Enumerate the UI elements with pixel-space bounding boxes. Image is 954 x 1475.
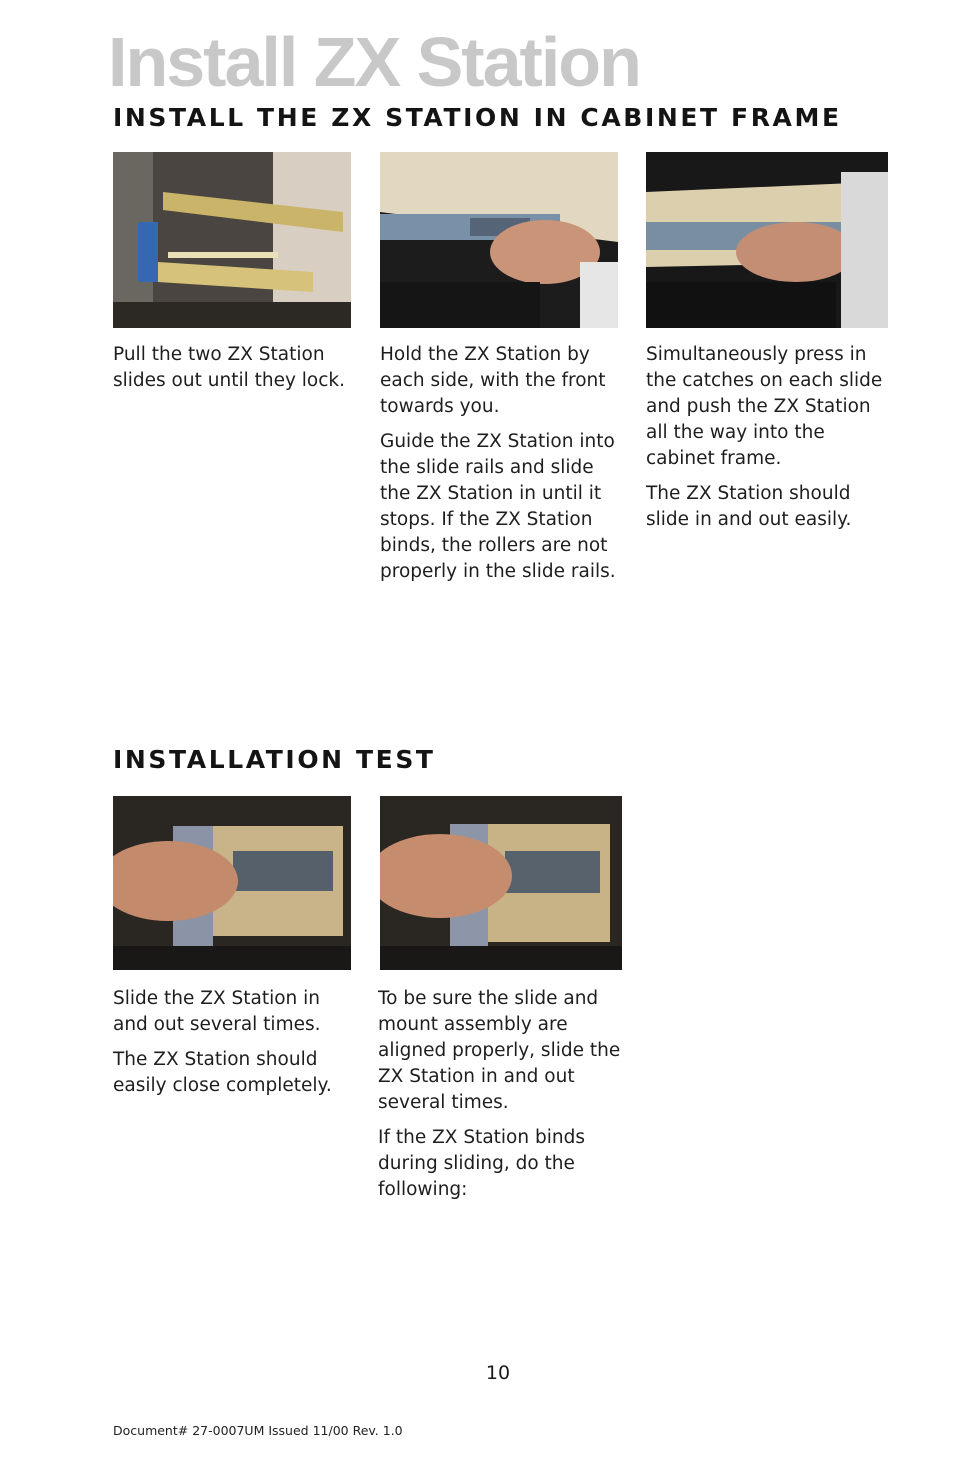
step-caption <box>113 986 358 1108</box>
step-paragraph: Pull the two ZX Station slides out until they lock. <box>113 344 346 391</box>
step-paragraph: Guide the ZX Station into the slide rails and slide the ZX Station in until it stops. If the ZX Station binds, the rollers are not properly in the slide rails. <box>380 431 616 582</box>
step-paragraph: The ZX Station should slide in and out easily. <box>646 483 852 530</box>
hold-zx-station-photo <box>380 152 618 328</box>
page-title: Install ZX Station <box>108 23 640 101</box>
step-paragraph: If the ZX Station binds during sliding, do the following: <box>378 1127 585 1200</box>
step-caption <box>380 342 620 594</box>
alignment-check-photo <box>380 796 622 970</box>
document-footer: Document# 27-0007UM Issued 11/00 Rev. 1.0 <box>113 1423 403 1438</box>
step-paragraph: To be sure the slide and mount assembly are aligned properly, slide the ZX Station in and out several times. <box>378 988 621 1113</box>
step-caption <box>113 342 353 403</box>
page-number: 10 <box>485 1362 511 1384</box>
zx-station-slides-photo <box>113 152 351 328</box>
step-paragraph: Slide the ZX Station in and out several times. <box>113 988 321 1035</box>
step-paragraph: The ZX Station should easily close completely. <box>113 1049 332 1096</box>
step-caption <box>646 342 886 542</box>
slide-in-out-photo <box>113 796 351 970</box>
step-caption <box>378 986 623 1212</box>
section-heading-installation-test: INSTALLATION TEST <box>113 745 436 774</box>
step-paragraph: Hold the ZX Station by each side, with the front towards you. <box>380 344 606 417</box>
press-catches-photo <box>646 152 888 328</box>
step-paragraph: Simultaneously press in the catches on each slide and push the ZX Station all the way into the cabinet frame. <box>646 344 883 469</box>
section-heading-cabinet-frame: INSTALL THE ZX STATION IN CABINET FRAME <box>113 103 842 132</box>
